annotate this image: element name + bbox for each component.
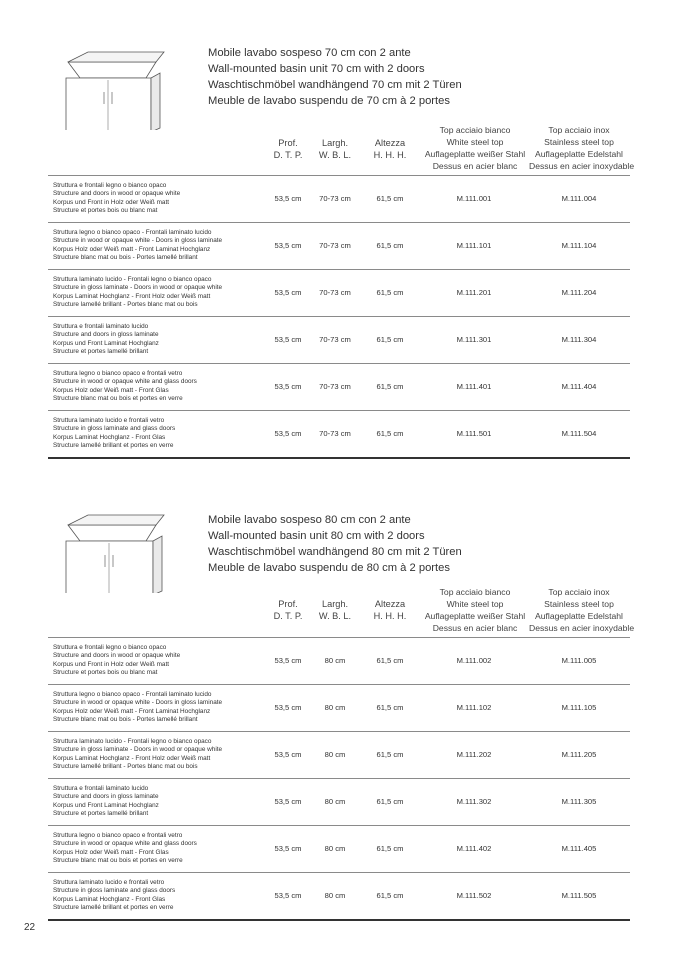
cell-code-white: M.111.302 [456,797,492,806]
row-description: Struttura laminato lucido - Frontali legno o bianco opaco Structure in gloss laminate - Doors in wood or opaque white Korpus Laminat Hochglanz - Front Holz oder Weiß matt Structure lamellé brillant - Portes blanc mat ou bois [53,738,223,770]
table-row [48,778,630,825]
cell-code-white: M.111.402 [456,844,492,853]
cell-code-inox: M.111.404 [561,382,597,391]
title-fr: Meuble de lavabo suspendu de 80 cm à 2 portes [208,562,450,574]
column-header-largh: Largh. W. B. L. [318,599,352,621]
row-description: Struttura legno o bianco opaco - Frontali laminato lucido Structure in wood or opaque white - Doors in gloss laminate Korpus Holz oder Weiß matt - Front Laminat Hochglanz Structure blanc mat ou bois - Portes lamellé brillant [53,691,223,723]
row-description: Struttura e frontali legno o bianco opaco Structure and doors in wood or opaque white Korpus und Front in Holz oder Weiß matt Structure et portes bois ou blanc mat [53,644,181,676]
cell-altezza: 61,5 cm [376,194,404,203]
cell-altezza: 61,5 cm [376,429,404,438]
cell-altezza: 61,5 cm [376,241,404,250]
cell-altezza: 61,5 cm [376,703,404,712]
cell-code-white: M.111.401 [456,382,492,391]
row-description: Struttura legno o bianco opaco e frontali vetro Structure in wood or opaque white and glass doors Korpus Holz oder Weiß matt - Front Glas Structure blanc mat ou bois et portes en verre [53,832,197,864]
column-header-prof: Prof. D. T. P. [273,599,303,621]
cell-altezza: 61,5 cm [376,844,404,853]
cell-code-white: M.111.101 [456,241,492,250]
cell-code-white: M.111.301 [456,335,492,344]
cell-prof: 53,5 cm [274,382,302,391]
column-header-altezza: Altezza H. H. H. [373,138,407,160]
table-bottom-rule [48,457,630,459]
table-bottom-rule [48,919,630,921]
title-en: Wall-mounted basin unit 80 cm with 2 doors [208,530,425,542]
table-row [48,175,630,222]
title-it: Mobile lavabo sospeso 70 cm con 2 ante [208,47,411,59]
cell-prof: 53,5 cm [274,656,302,665]
cell-altezza: 61,5 cm [376,335,404,344]
cell-code-inox: M.111.004 [561,194,597,203]
title-fr: Meuble de lavabo suspendu de 70 cm à 2 portes [208,95,450,107]
table-row [48,363,630,410]
column-header-white-top: Top acciaio bianco White steel top Auflageplatte weißer Stahl Dessus en acier blanc [424,125,526,171]
cell-code-inox: M.111.205 [561,750,597,759]
table-row [48,731,630,778]
table-row [48,410,630,457]
table-row [48,684,630,731]
cell-code-white: M.111.102 [456,703,492,712]
cell-code-white: M.111.001 [456,194,492,203]
column-header-largh: Largh. W. B. L. [318,138,352,160]
row-description: Struttura legno o bianco opaco - Frontali laminato lucido Structure in wood or opaque white - Doors in gloss laminate Korpus Holz oder Weiß matt - Front Laminat Hochglanz Structure blanc mat ou bois - Portes lamellé brillant [53,229,223,261]
cell-altezza: 61,5 cm [376,288,404,297]
section-titles [208,512,462,576]
cell-largh: 80 cm [324,656,346,665]
cell-largh: 80 cm [324,844,346,853]
title-de: Waschtischmöbel wandhängend 80 cm mit 2 Türen [208,546,462,558]
page-number: 22 [24,922,36,933]
cell-prof: 53,5 cm [274,703,302,712]
cell-code-inox: M.111.405 [561,844,597,853]
title-it: Mobile lavabo sospeso 80 cm con 2 ante [208,514,411,526]
cell-code-inox: M.111.504 [561,429,597,438]
cell-code-inox: M.111.105 [561,703,597,712]
row-description: Struttura laminato lucido e frontali vetro Structure in gloss laminate and glass doors Korpus Laminat Hochglanz - Front Glas Structure lamellé brillant et portes en verre [53,417,176,449]
cell-largh: 70-73 cm [319,335,351,344]
row-description: Struttura legno o bianco opaco e frontali vetro Structure in wood or opaque white and glass doors Korpus Holz oder Weiß matt - Front Glas Structure blanc mat ou bois et portes en verre [53,370,197,402]
row-description: Struttura e frontali legno o bianco opaco Structure and doors in wood or opaque white Korpus und Front in Holz oder Weiß matt Structure et portes bois ou blanc mat [53,182,181,214]
cell-largh: 70-73 cm [319,429,351,438]
product-table-80cm [48,637,630,921]
column-header-white-top: Top acciaio bianco White steel top Auflageplatte weißer Stahl Dessus en acier blanc [424,587,526,633]
table-row [48,637,630,684]
column-header-inox-top: Top acciaio inox Stainless steel top Auflageplatte Edelstahl Dessus en acier inoxydable [529,587,635,633]
cell-code-inox: M.111.104 [561,241,597,250]
cell-code-white: M.111.501 [456,429,492,438]
basin-unit-80-illustration [58,503,168,593]
cell-largh: 70-73 cm [319,382,351,391]
cell-largh: 80 cm [324,797,346,806]
cell-prof: 53,5 cm [274,891,302,900]
cell-prof: 53,5 cm [274,194,302,203]
table-row [48,222,630,269]
cell-altezza: 61,5 cm [376,891,404,900]
cell-largh: 70-73 cm [319,241,351,250]
table-row [48,872,630,919]
cell-altezza: 61,5 cm [376,382,404,391]
cell-prof: 53,5 cm [274,844,302,853]
cell-largh: 80 cm [324,703,346,712]
cell-code-inox: M.111.305 [561,797,597,806]
cell-altezza: 61,5 cm [376,797,404,806]
section-titles [208,45,462,109]
cell-code-inox: M.111.204 [561,288,597,297]
cell-prof: 53,5 cm [274,335,302,344]
cell-largh: 80 cm [324,891,346,900]
cell-prof: 53,5 cm [274,750,302,759]
cell-prof: 53,5 cm [274,797,302,806]
row-description: Struttura e frontali laminato lucido Structure and doors in gloss laminate Korpus und Front Laminat Hochglanz Structure et portes lamellé brillant [53,323,159,355]
column-header-inox-top: Top acciaio inox Stainless steel top Auflageplatte Edelstahl Dessus en acier inoxydable [529,125,635,171]
cell-code-inox: M.111.505 [561,891,597,900]
cell-code-inox: M.111.005 [561,656,597,665]
row-description: Struttura e frontali laminato lucido Structure and doors in gloss laminate Korpus und Front Laminat Hochglanz Structure et portes lamellé brillant [53,785,159,817]
cell-prof: 53,5 cm [274,241,302,250]
cell-code-white: M.111.201 [456,288,492,297]
cell-prof: 53,5 cm [274,429,302,438]
title-de: Waschtischmöbel wandhängend 70 cm mit 2 Türen [208,79,462,91]
cell-prof: 53,5 cm [274,288,302,297]
cell-code-white: M.111.202 [456,750,492,759]
cell-code-inox: M.111.304 [561,335,597,344]
cell-largh: 80 cm [324,750,346,759]
cell-altezza: 61,5 cm [376,750,404,759]
table-row [48,316,630,363]
cell-largh: 70-73 cm [319,194,351,203]
column-header-altezza: Altezza H. H. H. [373,599,407,621]
product-table-70cm [48,175,630,459]
title-en: Wall-mounted basin unit 70 cm with 2 doors [208,63,425,75]
cell-largh: 70-73 cm [319,288,351,297]
cell-altezza: 61,5 cm [376,656,404,665]
table-row [48,269,630,316]
table-row [48,825,630,872]
row-description: Struttura laminato lucido - Frontali legno o bianco opaco Structure in gloss laminate - Doors in wood or opaque white Korpus Laminat Hochglanz - Front Holz oder Weiß matt Structure lamellé brillant - Portes blanc mat ou bois [53,276,223,308]
cell-code-white: M.111.002 [456,656,492,665]
basin-unit-70-illustration [58,40,168,130]
column-header-prof: Prof. D. T. P. [273,138,303,160]
row-description: Struttura laminato lucido e frontali vetro Structure in gloss laminate and glass doors Korpus Laminat Hochglanz - Front Glas Structure lamellé brillant et portes en verre [53,879,176,911]
cell-code-white: M.111.502 [456,891,492,900]
